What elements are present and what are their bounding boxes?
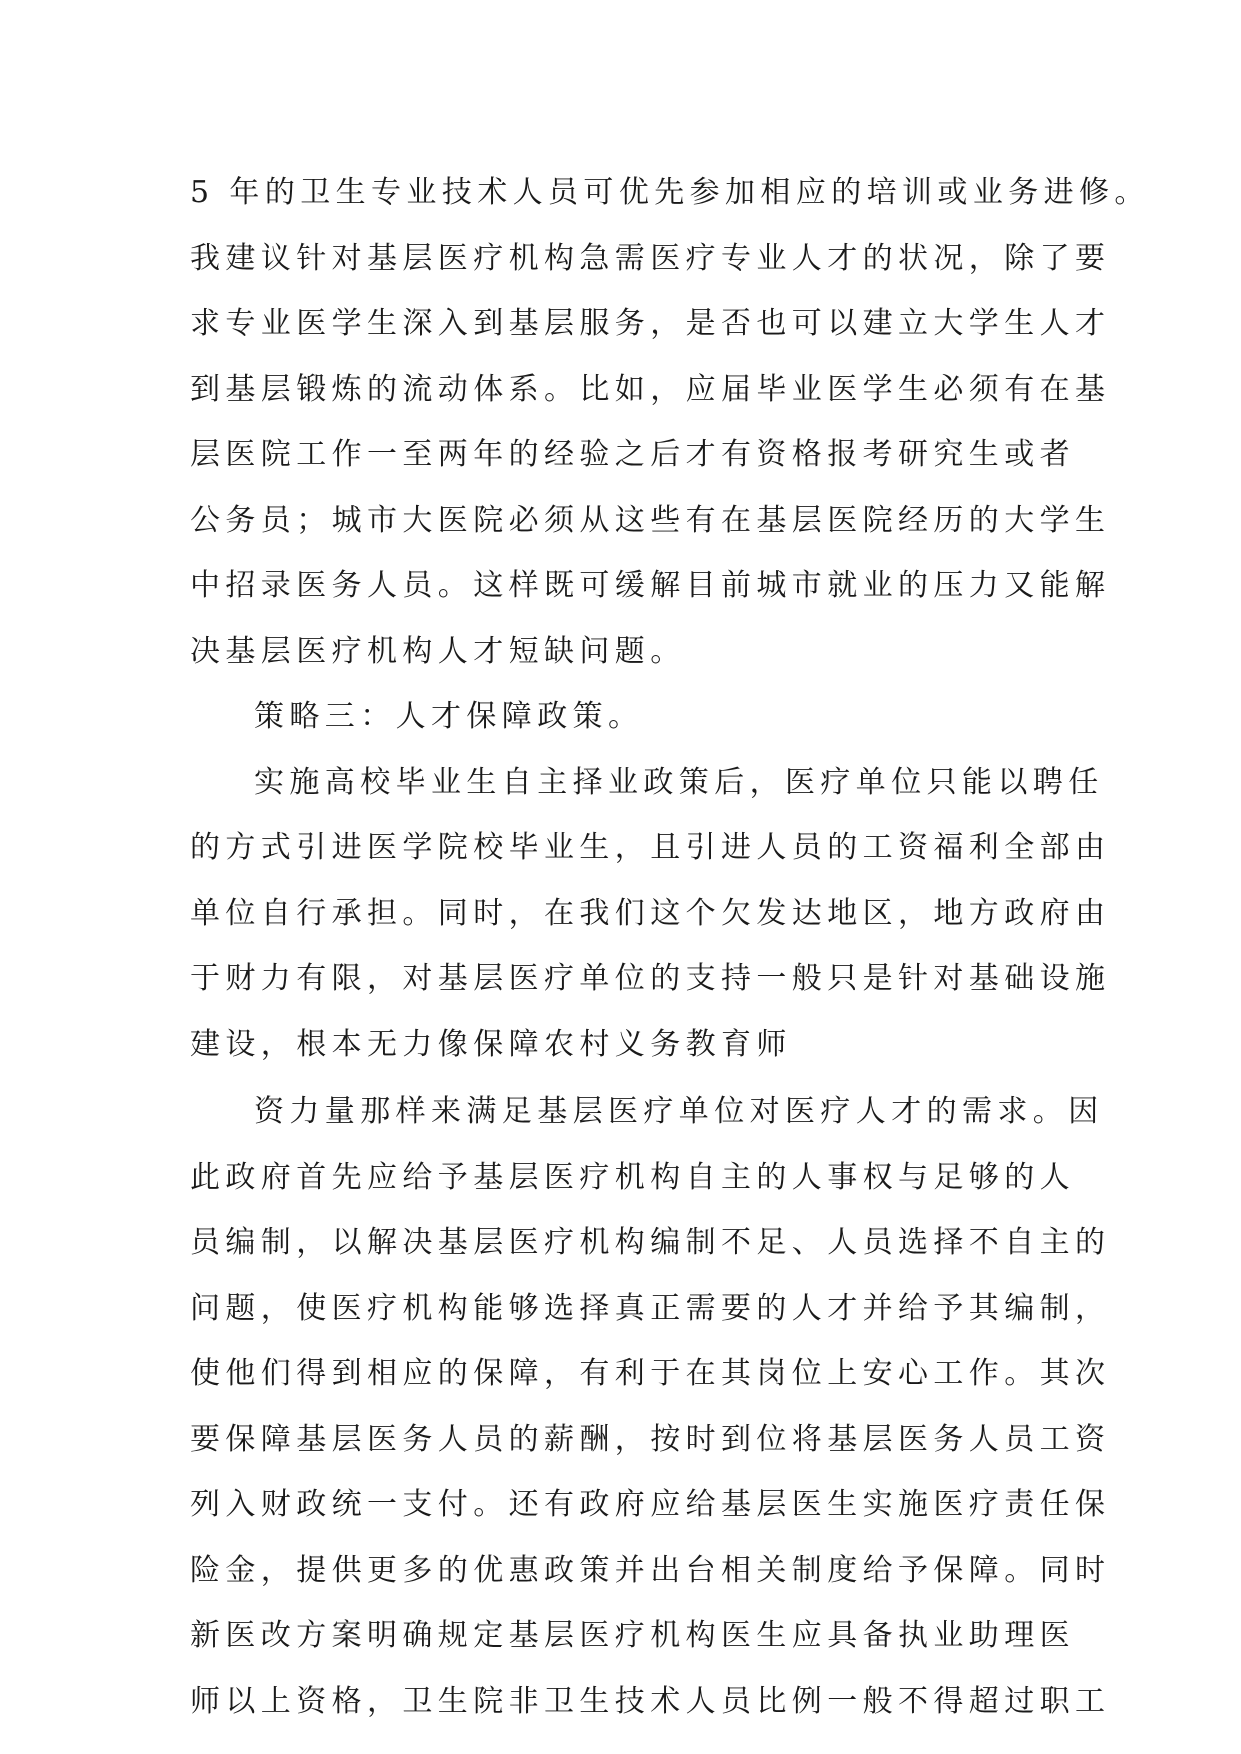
text-line: 此政府首先应给予基层医疗机构自主的人事权与足够的人 xyxy=(190,1159,1075,1195)
document-body xyxy=(190,160,1150,1734)
text-line: 单位自行承担。同时，在我们这个欠发达地区，地方政府由 xyxy=(190,895,1111,931)
paragraph-start-line: 实施高校毕业生自主择业政策后，医疗单位只能以聘任 xyxy=(254,764,1104,800)
text-line: 建设，根本无力像保障农村义务教育师 xyxy=(190,1026,792,1062)
text-line: 于财力有限，对基层医疗单位的支持一般只是针对基础设施 xyxy=(190,961,1111,996)
text-line: 使他们得到相应的保障，有利于在其岗位上安心工作。其次 xyxy=(190,1356,1111,1391)
text-line: 公务员；城市大医院必须从这些有在基层医院经历的大学生 xyxy=(190,502,1111,538)
text-line: 我建议针对基层医疗机构急需医疗专业人才的状况，除了要 xyxy=(190,240,1111,276)
text-line: 的方式引进医学院校毕业生，且引进人员的工资福利全部由 xyxy=(190,830,1111,865)
text-line: 5 年的卫生专业技术人员可优先参加相应的培训或业务进修。 xyxy=(190,175,1150,210)
text-line: 求专业医学生深入到基层服务，是否也可以建立大学生人才 xyxy=(190,306,1111,341)
text-line: 问题，使医疗机构能够选择真正需要的人才并给予其编制， xyxy=(190,1290,1111,1326)
text-line: 师以上资格，卫生院非卫生技术人员比例一般不得超过职工 xyxy=(190,1683,1111,1719)
text-line: 层医院工作一至两年的经验之后才有资格报考研究生或者 xyxy=(190,437,1075,472)
text-line: 要保障基层医务人员的薪酬，按时到位将基层医务人员工资 xyxy=(190,1421,1111,1457)
text-line: 新医改方案明确规定基层医疗机构医生应具备执业助理医 xyxy=(190,1618,1075,1653)
text-line: 员编制，以解决基层医疗机构编制不足、人员选择不自主的 xyxy=(190,1225,1111,1260)
text-line: 到基层锻炼的流动体系。比如，应届毕业医学生必须有在基 xyxy=(190,371,1111,407)
text-line: 决基层医疗机构人才短缺问题。 xyxy=(190,633,686,669)
text-line: 中招录医务人员。这样既可缓解目前城市就业的压力又能解 xyxy=(190,568,1111,603)
text-line: 列入财政统一支付。还有政府应给基层医生实施医疗责任保 xyxy=(190,1487,1111,1522)
text-line: 险金，提供更多的优惠政策并出台相关制度给予保障。同时 xyxy=(190,1552,1111,1588)
paragraph-start-line: 资力量那样来满足基层医疗单位对医疗人才的需求。因 xyxy=(254,1094,1104,1129)
section-heading: 策略三：人才保障政策。 xyxy=(254,699,644,734)
